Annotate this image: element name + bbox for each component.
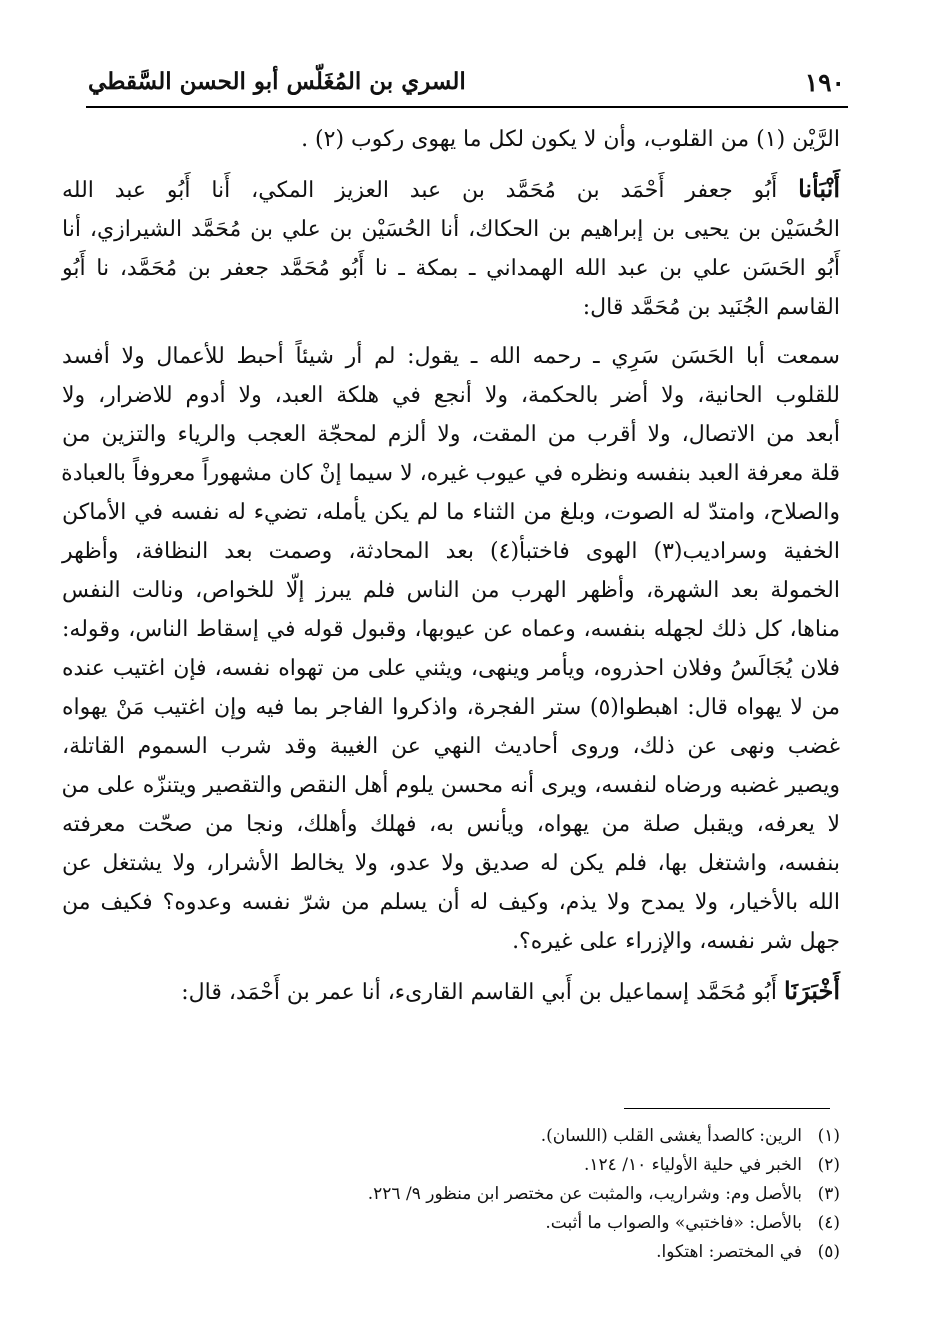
footnote-number: (٤) xyxy=(817,1213,840,1233)
text-line: قلة معرفة العبد بنفسه ونظره في عيوب غيره، لا سيما إنْ كان مشهوراً معروفاً بالعبادة xyxy=(61,461,840,486)
footnote-text: في المختصر: اهتكوا. xyxy=(656,1242,802,1262)
text-line: للقلوب الحانية، ولا أضر بالحكمة، ولا أنجع في هلكة العبد، ولا أدوم للاضرار، ولا xyxy=(62,383,840,408)
text-line: فلان يُجَالَسُ وفلان احذروه، ويأمر وينهى، ويثني على من تهواه نفسه، فإن اغتيب عنده xyxy=(62,656,840,681)
paragraph-3 xyxy=(62,337,840,961)
header-rule xyxy=(86,106,848,108)
text-line: من لا يهواه قال: اهبطوا(٥) ستر الفجرة، واذكروا الفاجر بما فيه وإن اغتيب مَنْ يهواه xyxy=(62,695,840,720)
footnote-number: (٢) xyxy=(817,1155,840,1175)
text-line: الخفية وسراديب(٣) الهوى فاختبأ(٤) بعد المحادثة، وصمت بعد النظافة، وأظهر xyxy=(62,539,840,564)
text-line-content: أَبُو مُحَمَّد إسماعيل بن أَبي القاسم القارىء، أنا عمر بن أَحْمَد، قال: xyxy=(181,980,778,1005)
footnote-text: الرين: كالصدأ يغشى القلب (اللسان). xyxy=(540,1126,802,1146)
text-line xyxy=(62,169,840,210)
footnote-item xyxy=(62,1122,840,1151)
footnote-number: (٥) xyxy=(817,1242,840,1262)
footnote-item xyxy=(62,1209,840,1238)
paragraph-1 xyxy=(62,120,840,159)
text-line: غضب ونهى عن ذلك، وروى أحاديث النهي عن الغيبة وقد شرب السموم القاتلة، xyxy=(62,734,840,759)
text-line: ويصير غضبه ورضاه لنفسه، ويرى أنه محسن يلوم أهل النقص والتقصير ويتنزّه على من xyxy=(61,773,840,798)
isnad-lead: أَنْبَأنا xyxy=(798,174,840,203)
page-number: ١٩٠ xyxy=(804,68,845,97)
footnote-text: بالأصل وم: وشراريب، والمثبت عن مختصر ابن منظور ٩/ ٢٢٦. xyxy=(367,1184,802,1204)
text-line: بنفسه، واشتغل بها، فلم يكن له صديق ولا عدو، ولا يخالط الأشرار، ولا يشتغل عن xyxy=(62,851,840,876)
text-line: القاسم الجُنَيد بن مُحَمَّد قال: xyxy=(582,295,840,320)
text-line: والصلاح، وامتدّ له الصوت، وبلغ من الثناء ما لم يكن يأمله، تضيء له نفسه في الأماكن xyxy=(62,500,840,525)
page-header xyxy=(88,68,845,104)
paragraph-2 xyxy=(62,169,840,327)
isnad-lead: أَخْبَرَنَا xyxy=(784,976,840,1005)
footnote-rule xyxy=(624,1108,830,1109)
text-line xyxy=(62,971,840,1012)
footnote-item xyxy=(62,1238,840,1267)
text-line: الرَّيْن (١) من القلوب، وأن لا يكون لكل ما يهوى ركوب (٢) . xyxy=(301,127,840,152)
footnote-text: الخبر في حلية الأولياء ١٠/ ١٢٤. xyxy=(583,1155,802,1175)
running-title: السري بن المُغَلّس أبو الحسن السَّقطي xyxy=(88,68,466,95)
text-line: أَبُو الحَسَن علي بن عبد الله الهمداني ـ بمكة ـ نا أَبُو مُحَمَّد جعفر بن مُحَمَّد، نا أَبُو xyxy=(62,256,840,281)
footnote-number: (٣) xyxy=(817,1184,840,1204)
footnote-number: (١) xyxy=(817,1126,840,1146)
text-line: لا يعرفه، ويقبل صلة من يهواه، ويأنس به، فهلك وأهلك، ونجا من صحّت معرفته xyxy=(62,812,840,837)
text-line: الله بالأخيار، ولا يمدح ولا يذم، وكيف له أن يسلم من شرّ نفسه وعدوه؟ فكيف من xyxy=(62,890,840,915)
paragraph-4 xyxy=(62,971,840,1012)
footnote-item xyxy=(62,1180,840,1209)
text-line: أبعد من الاتصال، ولا أقرب من المقت، ولا ألزم لمحجّة العجب والرياء والتزين من xyxy=(62,422,840,447)
text-line-content: أَبُو جعفر أَحْمَد بن مُحَمَّد بن عبد العزيز المكي، أَنا أَبُو عبد الله xyxy=(62,178,778,203)
text-line: الحُسَيْن بن يحيى بن إبراهيم بن الحكاك، أنا الحُسَيْن بن علي بن مُحَمَّد الشيرازي، أنا xyxy=(62,217,840,242)
main-text xyxy=(62,120,840,1012)
footnotes xyxy=(62,1122,840,1267)
footnote-text: بالأصل: «فاختبي» والصواب ما أثبت. xyxy=(545,1213,802,1233)
text-line: الخمولة بعد الشهرة، وأظهر الهرب من الناس فلم يبرز إلّا للخواص، ونالت النفس xyxy=(62,578,840,603)
footnote-item xyxy=(62,1151,840,1180)
text-line: سمعت أبا الحَسَن سَرِي ـ رحمه الله ـ يقول: لم أر شيئاً أحبط للأعمال ولا أفسد xyxy=(62,344,840,369)
text-line: جهل شر نفسه، والإزراء على غيره؟. xyxy=(512,929,840,954)
text-line: مناها، كل ذلك لجهله بنفسه، وعماه عن عيوبها، وقبول قوله في إسقاط الناس، وقوله: xyxy=(62,617,840,642)
